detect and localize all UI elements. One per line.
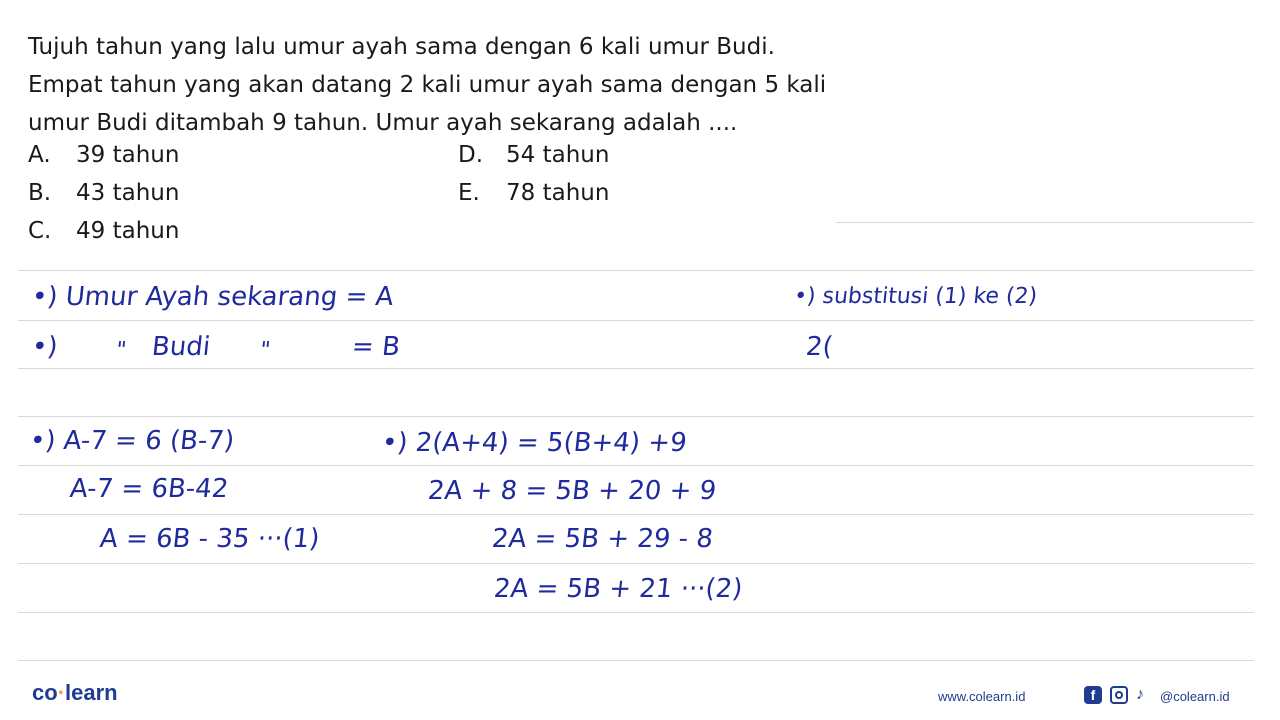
colearn-logo [32,680,118,706]
option-letter: C. [28,218,52,244]
option-b [28,180,179,206]
rule-line [836,222,1254,223]
facebook-icon: f [1084,686,1102,704]
hw-ditto-mark: " [114,338,128,363]
rule-line [18,368,1254,369]
hw-substitution-start: 2( [804,332,835,362]
option-text: 54 tahun [506,142,610,168]
option-letter: D. [458,142,484,168]
rule-line [18,660,1254,661]
option-text: 43 tahun [76,180,180,206]
logo-text-learn: learn [65,680,118,705]
rule-line [18,270,1254,271]
instagram-icon [1110,686,1128,704]
rule-line [18,416,1254,417]
option-d [458,142,609,168]
logo-text-co: co [32,680,58,705]
logo-dot: · [57,680,66,705]
option-text: 39 tahun [76,142,180,168]
hw-eq2-line3: 2A = 5B + 29 - 8 [490,524,715,554]
hw-eq2-line4: 2A = 5B + 21 ···(2) [492,574,744,604]
option-letter: B. [28,180,52,206]
hw-define-ayah: •) Umur Ayah sekarang = A [30,282,395,312]
hw-eq1-line3: A = 6B - 35 ···(1) [98,524,321,554]
hw-eq1-line2: A-7 = 6B-42 [68,474,230,504]
option-e [458,180,609,206]
rule-line [18,514,1254,515]
option-letter: E. [458,180,480,206]
rule-line [18,465,1254,466]
question-line: umur Budi ditambah 9 tahun. Umur ayah sekarang adalah .... [28,110,738,136]
option-letter: A. [28,142,51,168]
option-text: 49 tahun [76,218,180,244]
hw-eq2-line1: •) 2(A+4) = 5(B+4) +9 [380,428,689,458]
rule-line [18,320,1254,321]
hw-define-budi: Budi [150,332,212,362]
question-line: Tujuh tahun yang lalu umur ayah sama dengan 6 kali umur Budi. [28,34,775,60]
website-url: www.colearn.id [938,689,1026,704]
hw-bullet: •) [30,332,60,362]
tiktok-icon: ♪ [1136,686,1144,703]
rule-line [18,563,1254,564]
hw-eq2-line2: 2A + 8 = 5B + 20 + 9 [426,476,718,506]
hw-substitution-note: •) substitusi (1) ke (2) [792,284,1039,309]
hw-define-b: = B [350,332,402,362]
option-text: 78 tahun [506,180,610,206]
option-a [28,142,179,168]
option-c [28,218,179,244]
hw-eq1-line1: •) A-7 = 6 (B-7) [28,426,236,456]
rule-line [18,612,1254,613]
hw-ditto-mark: " [258,338,272,363]
question-text [28,28,848,142]
question-line: Empat tahun yang akan datang 2 kali umur ayah sama dengan 5 kali [28,72,827,98]
social-handle: @colearn.id [1160,689,1230,704]
